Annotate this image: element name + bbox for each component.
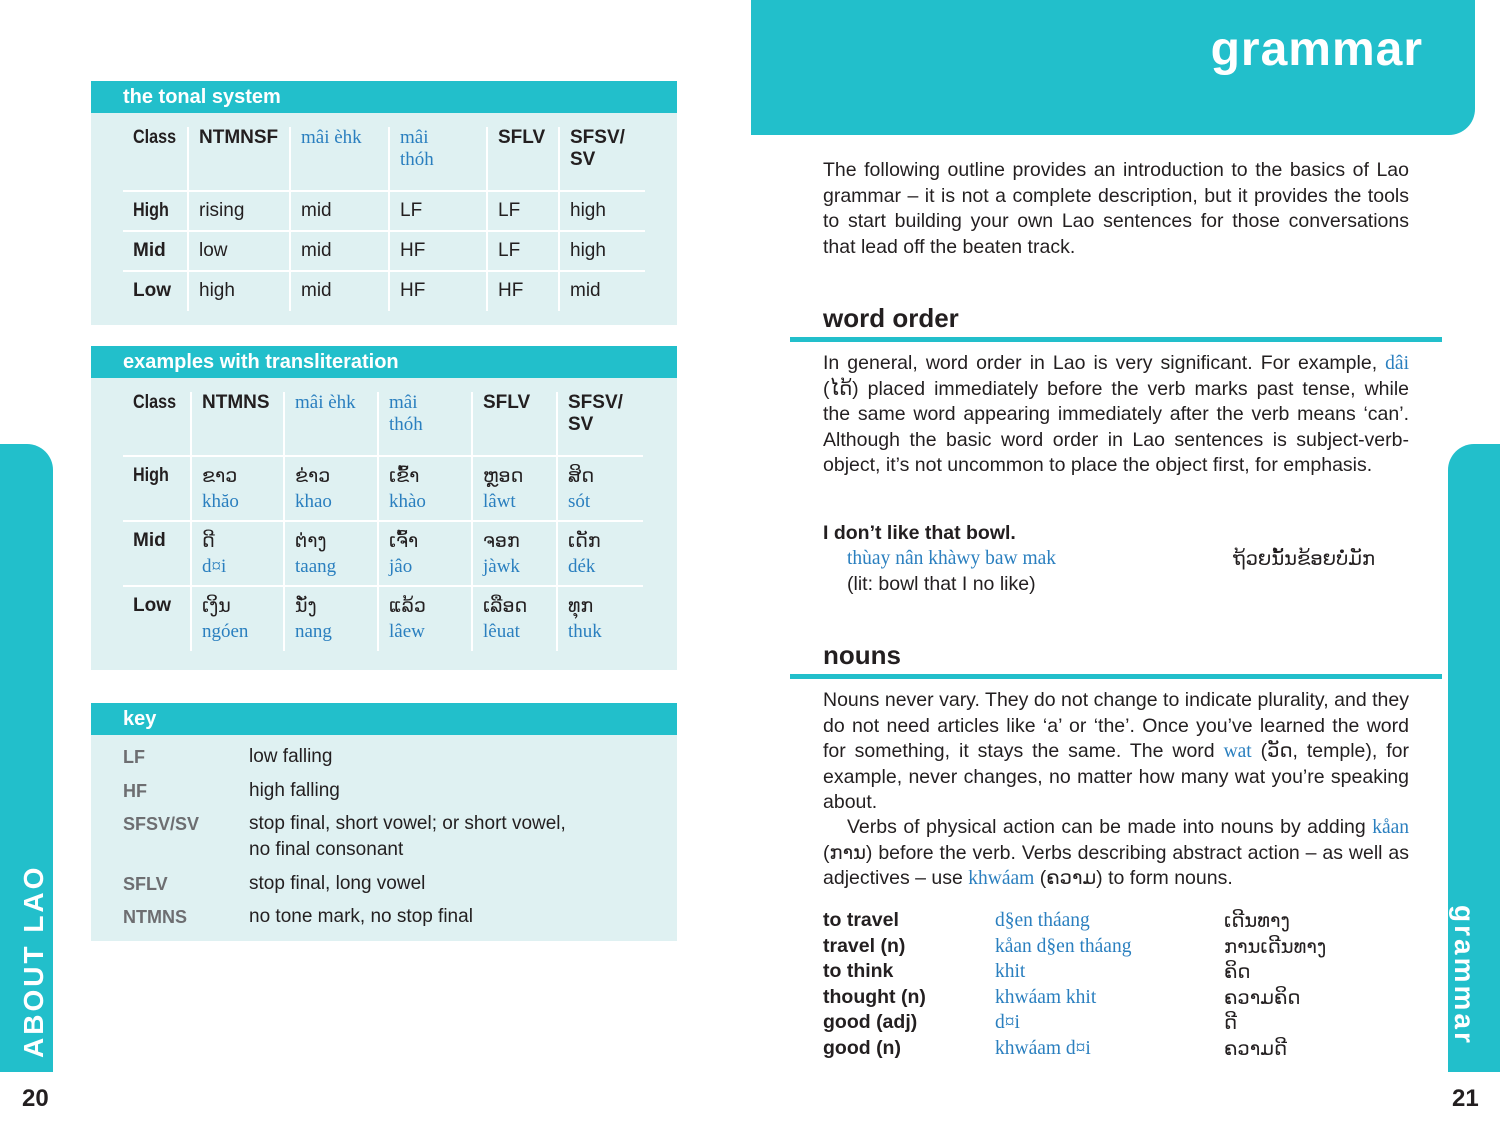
header-class: Class (123, 392, 191, 456)
key-definition: high falling (249, 780, 340, 801)
vocab-english: good (adj) (823, 1011, 918, 1033)
key-title: key (91, 703, 677, 735)
table-cell: LF (487, 191, 559, 231)
vocab-lao: ຄິດ (1224, 960, 1251, 983)
table-cell: low (188, 231, 290, 271)
table-cell: ທຸກ thuk (568, 595, 602, 642)
vocab-english: to think (823, 960, 894, 982)
vocab-transliteration: khwáam khit (995, 987, 1097, 1008)
row-class: Low (123, 271, 188, 311)
side-tab-label: ABOUT LAO (18, 864, 49, 1058)
table-cell: ຂາວ khăo (191, 456, 284, 521)
section-rule (790, 337, 1442, 342)
tonal-system-table (123, 127, 645, 311)
row-class: High (123, 456, 191, 521)
vocab-english: to travel (823, 909, 899, 931)
key-term: LF (123, 747, 145, 767)
table-cell: ສິດ sót (557, 456, 643, 521)
word-order-heading: word order (823, 303, 959, 333)
header-ntmnsf: NTMNSF (188, 127, 290, 191)
header-ntmns: NTMNS (191, 392, 284, 456)
page-number-left: 20 (22, 1085, 49, 1112)
grammar-banner (751, 0, 1475, 135)
row-class: High (123, 191, 188, 231)
table-cell: mid (290, 271, 389, 311)
vocab-lao: ການເດີນທາງ (1224, 935, 1327, 958)
table-header-row (123, 127, 645, 191)
table-cell: HF (487, 271, 559, 311)
header-sflv: SFLV (472, 392, 557, 456)
header-class: Class (123, 127, 188, 191)
table-cell: high (188, 271, 290, 311)
examples-table (123, 392, 643, 651)
table-row (123, 231, 645, 271)
key-term: HF (123, 781, 147, 801)
table-cell: ຫຼອດ lâwt (472, 456, 557, 521)
table-cell: LF (389, 191, 487, 231)
table-cell: high (559, 231, 645, 271)
key-definition-continued: no final consonant (249, 839, 404, 860)
section-rule (790, 674, 1442, 679)
examples-title: examples with transliteration (91, 346, 677, 378)
example-literal: (lit: bowl that I no like) (847, 573, 1036, 595)
table-cell: ເຈົ້າ jâo (378, 521, 472, 586)
table-cell: mid (290, 231, 389, 271)
row-class: Mid (123, 521, 191, 586)
examples-box (91, 346, 677, 670)
table-row (123, 191, 645, 231)
header-mai-thoh: mâi thóh (389, 127, 487, 191)
page-title: grammar (1210, 23, 1423, 76)
key-term: SFSV/SV (123, 814, 200, 834)
key-term: NTMNS (123, 907, 187, 927)
vocab-transliteration: khwáam d¤i (995, 1038, 1091, 1059)
table-cell: ຈອກ jàwk (472, 521, 557, 586)
table-cell: HF (389, 271, 487, 311)
table-header-row (123, 392, 643, 456)
header-mai-ehk: mâi èhk (284, 392, 378, 456)
vocab-english: good (n) (823, 1037, 901, 1059)
vocab-transliteration: kåan d§en tháang (995, 936, 1132, 957)
table-cell: high (559, 191, 645, 231)
vocab-english: travel (n) (823, 935, 906, 957)
row-class: Mid (123, 231, 188, 271)
vocab-lao: ຄວາມຄິດ (1224, 986, 1301, 1009)
table-cell: ຂ່າວ khao (284, 456, 378, 521)
table-cell: mid (570, 280, 601, 301)
nouns-heading: nouns (823, 640, 901, 670)
nouns-paragraph-2: Verbs of physical action can be made into nouns by adding kåan (ການ) before the verb. Verbs describing abstract action – as well as adjectives – use khwáam (ຄວາມ) to form nouns. (823, 816, 1409, 889)
table-cell: ເງິນ ngóen (191, 586, 284, 651)
table-row (123, 271, 645, 311)
side-tab-label: grammar (1449, 905, 1480, 1046)
vocab-transliteration: d¤i (995, 1012, 1020, 1033)
vocab-english: thought (n) (823, 986, 926, 1008)
table-cell: ເດັກ dék (557, 521, 643, 586)
table-cell: LF (487, 231, 559, 271)
example-sentence: I don’t like that bowl. (823, 522, 1016, 544)
vocab-lao: ເດີນທາງ (1224, 909, 1290, 932)
vocab-lao: ຄວາມດີ (1224, 1037, 1287, 1060)
tonal-system-box (91, 81, 677, 325)
table-cell: ຕ່າງ taang (284, 521, 378, 586)
table-cell: ເຂົ້າ khào (378, 456, 472, 521)
key-definition: stop final, short vowel; or short vowel, (249, 813, 566, 834)
example-lao: ຖ້ວຍນັ້ນຂ້ອຍບໍ່ມັກ (1233, 547, 1376, 570)
table-cell: rising (188, 191, 290, 231)
table-cell: HF (389, 231, 487, 271)
key-term: SFLV (123, 874, 168, 894)
table-cell: ເລືອດ lêuat (472, 586, 557, 651)
table-cell: ແລ້ວ lâew (378, 586, 472, 651)
key-definition: low falling (249, 746, 333, 767)
vocab-transliteration: d§en tháang (995, 910, 1090, 931)
tonal-system-title: the tonal system (91, 81, 677, 113)
header-mai-ehk: mâi èhk (290, 127, 389, 191)
page-number-right: 21 (1452, 1085, 1479, 1112)
word-order-paragraph: In general, word order in Lao is very significant. For example, dâi (ໄດ້) placed immediately before the verb marks past tense, while the same word appearing immediately after the verb means ‘can’. Although the basic word order in Lao sentences is subject-verb-object, it’s not uncommon to place the object first, for emphasis. (823, 352, 1409, 476)
header-sflv: SFLV (487, 127, 559, 191)
nouns-paragraph-1: Nouns never vary. They do not change to indicate plurality, and they do not need articles like ‘a’ or ‘the’. Once you’ve learned the word for something, it stays the same. The word wat (ວັດ, temple), for example, never changes, no matter how many wat you’re speaking about. (823, 689, 1409, 813)
vocab-transliteration: khit (995, 961, 1026, 982)
table-row (123, 521, 643, 586)
table-row (123, 456, 643, 521)
table-cell: mid (290, 191, 389, 231)
key-definition: stop final, long vowel (249, 873, 426, 894)
example-transliteration: thùay nân khàwy baw mak (847, 548, 1057, 569)
header-mai-thoh: mâi thóh (378, 392, 472, 456)
row-class: Low (123, 586, 191, 651)
key-definition: no tone mark, no stop final (249, 906, 473, 927)
table-cell: ນັ່ງ nang (284, 586, 378, 651)
vocab-lao: ດີ (1224, 1011, 1238, 1034)
table-cell: ດີ d¤i (191, 521, 284, 586)
table-row (123, 586, 643, 651)
header-sfsv: SFSV/ SV (559, 127, 645, 191)
header-sfsv: SFSV/ SV (557, 392, 643, 456)
intro-paragraph: The following outline provides an introduction to the basics of Lao grammar – it is not a complete description, but it provides the tools to start building your own Lao sentences for those conversations that lead off the beaten track. (823, 159, 1409, 258)
